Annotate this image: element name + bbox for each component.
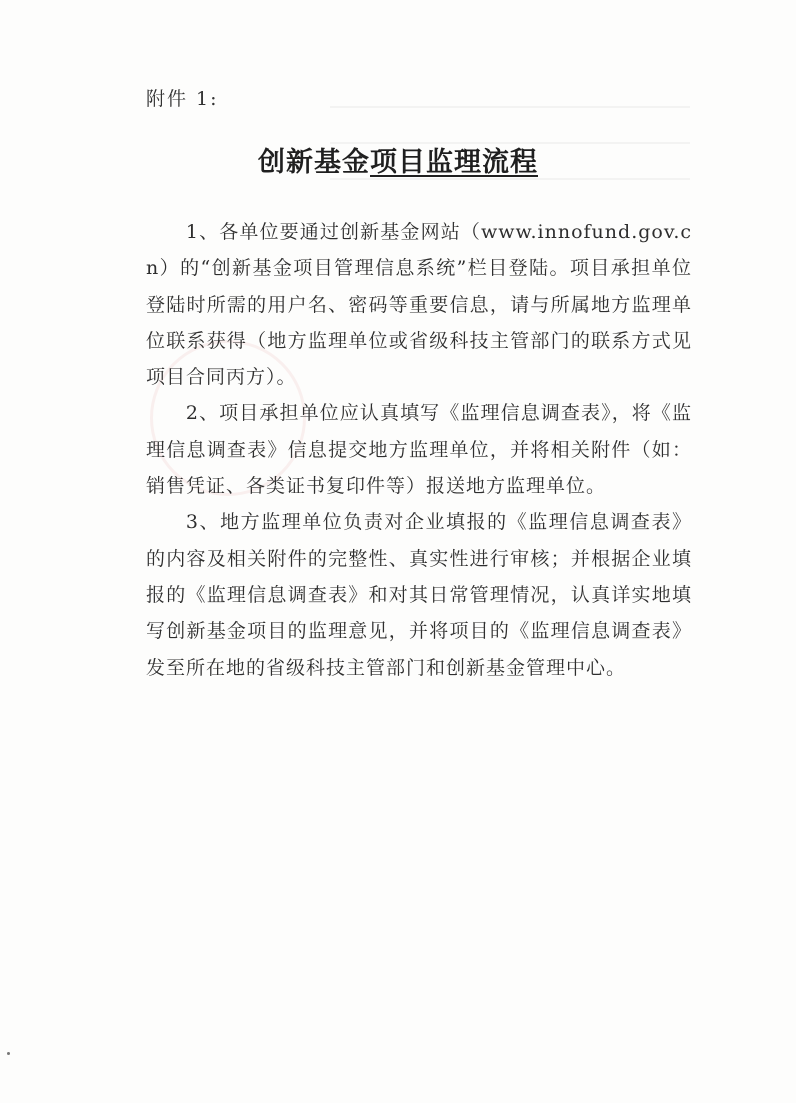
title-underlined: 项目监理流程 bbox=[370, 147, 538, 178]
title-prefix: 创新基金 bbox=[258, 147, 370, 178]
margin-mark bbox=[7, 1052, 10, 1055]
paragraph-1: 1、各单位要通过创新基金网站（www.innofund.gov.cn）的“创新基金项目管理信息系统”栏目登陆。项目承担单位登陆时所需的用户名、密码等重要信息，请与所属地方监理单位联系获得（地方监理单位或省级科技主管部门的联系方式见项目合同丙方）。 bbox=[146, 221, 692, 389]
paragraph-3: 3、地方监理单位负责对企业填报的《监理信息调查表》的内容及相关附件的完整性、真实性进行审核；并根据企业填报的《监理信息调查表》和对其日常管理情况，认真详实地填写创新基金项目的监理意见，并将项目的《监理信息调查表》发至所在地的省级科技主管部门和创新基金管理中心。 bbox=[146, 511, 692, 679]
document-body bbox=[146, 214, 692, 686]
document-title bbox=[0, 140, 796, 179]
paragraph-2: 2、项目承担单位应认真填写《监理信息调查表》，将《监理信息调查表》信息提交地方监理单位，并将相关附件（如：销售凭证、各类证书复印件等）报送地方监理单位。 bbox=[146, 402, 692, 498]
attachment-label: 附件 1: bbox=[146, 88, 219, 110]
